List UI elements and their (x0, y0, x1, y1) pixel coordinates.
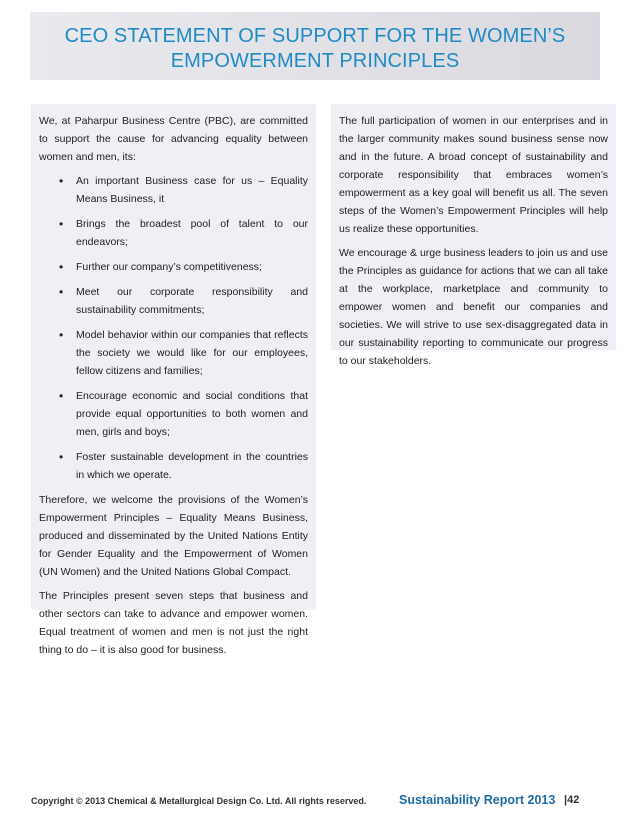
bullet-icon: • (59, 450, 64, 464)
welcome-paragraph: Therefore, we welcome the provisions of the Women’s Empowerment Principles – Equality Means Business, produced and disseminated by the United Nations Entity for Gender Equality and the Empowerment of Women (UN Women) and the United Nations Global Compact. (39, 494, 308, 578)
list-item (39, 387, 308, 441)
copyright-text: Copyright © 2013 Chemical & Metallurgical Design Co. Ltd. All rights reserved. (31, 796, 367, 806)
page-title-line-2: EMPOWERMENT PRINCIPLES (170, 50, 460, 72)
bullet-icon: • (59, 328, 64, 342)
right-column-panel (331, 104, 616, 367)
list-item (39, 215, 308, 251)
bullet-icon: • (59, 260, 64, 274)
list-item-text: Foster sustainable development in the countries in which we operate. (76, 451, 308, 481)
page-title-line-1: CEO STATEMENT OF SUPPORT FOR THE WOMEN’S (64, 25, 566, 47)
list-item-text: Model behavior within our companies that reflects the society we would like for our employees, fellow citizens and families; (76, 329, 308, 377)
commitment-list (39, 172, 308, 484)
left-column-panel (31, 104, 316, 656)
intro-paragraph: We, at Paharpur Business Centre (PBC), are committed to support the cause for advancing equality between women and men, its: (39, 115, 308, 163)
list-item-text: Encourage economic and social conditions that provide equal opportunities to both women and men, girls and boys; (76, 390, 308, 438)
list-item-text: An important Business case for us – Equality Means Business, it (76, 175, 308, 205)
principles-paragraph: The Principles present seven steps that business and other sectors can take to advance and empower women. Equal treatment of women and men is not just the right thing to do – it is also good for business. (39, 590, 308, 656)
list-item-text: Brings the broadest pool of talent to our endeavors; (76, 218, 308, 248)
page-footer (31, 791, 611, 809)
list-item (39, 326, 308, 380)
report-title: Sustainability Report 2013 (399, 793, 556, 807)
bullet-icon: • (59, 285, 64, 299)
bullet-icon: • (59, 389, 64, 403)
list-item-text: Meet our corporate responsibility and sustainability commitments; (76, 286, 308, 316)
list-item (39, 172, 308, 208)
bullet-icon: • (59, 174, 64, 188)
list-item (39, 283, 308, 319)
participation-paragraph: The full participation of women in our enterprises and in the larger community makes sound business sense now and in the future. A broad concept of sustainability and corporate responsibility that embraces women’s empowerment as a key goal will benefit us all. The seven steps of the Women’s Empowerment Principles will help us realize these opportunities. (339, 115, 608, 235)
page-title-banner (30, 12, 600, 80)
bullet-icon: • (59, 217, 64, 231)
list-item (39, 258, 308, 276)
list-item-text: Further our company’s competitiveness; (76, 261, 262, 273)
page-number: |42 (564, 794, 580, 806)
encourage-paragraph: We encourage & urge business leaders to join us and use the Principles as guidance for actions that we can all take at the workplace, marketplace and community to empower women and benefit our companies and societies. We will strive to use sex-disaggregated data in our sustainability reporting to communicate our progress to our stakeholders. (339, 247, 608, 367)
list-item (39, 448, 308, 484)
